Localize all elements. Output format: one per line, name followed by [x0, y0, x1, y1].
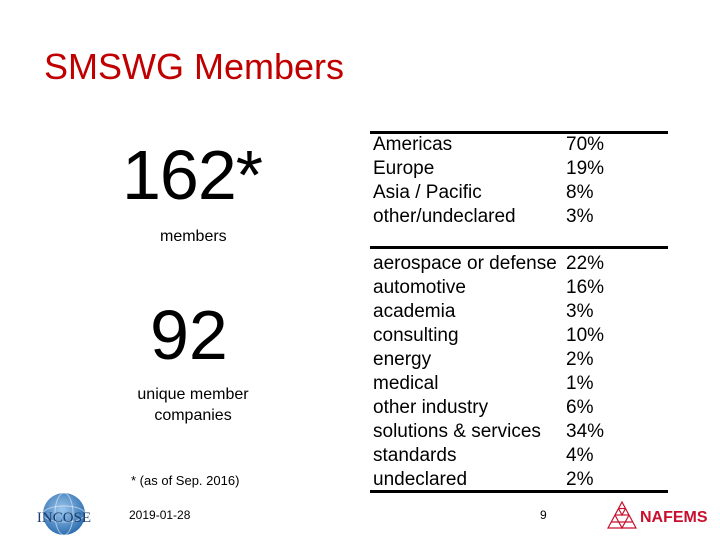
sector-value: 1% — [566, 373, 594, 394]
slide-title: SMSWG Members — [44, 46, 345, 87]
sector-label: undeclared — [373, 469, 468, 490]
incose-logo — [28, 492, 100, 536]
region-label: Europe — [373, 158, 435, 179]
sector-value: 2% — [566, 349, 594, 370]
members-label: members — [160, 228, 227, 245]
table-row — [373, 276, 668, 300]
members-count: 162* — [122, 136, 263, 214]
sector-value: 6% — [566, 397, 594, 418]
sector-label: standards — [373, 445, 457, 466]
table-row — [373, 444, 668, 468]
footnote: * (as of Sep. 2016) — [131, 473, 240, 488]
region-label: Asia / Pacific — [373, 182, 482, 203]
table-divider-bottom — [370, 490, 668, 493]
table-row — [373, 324, 668, 348]
table-divider-middle — [370, 246, 668, 249]
sector-label: other industry — [373, 397, 489, 418]
table-row — [373, 420, 668, 444]
sector-value: 4% — [566, 445, 594, 466]
sector-label: academia — [373, 301, 456, 322]
sector-value: 10% — [566, 325, 605, 346]
table-row — [373, 300, 668, 324]
table-row — [373, 205, 668, 229]
sector-value: 2% — [566, 469, 594, 490]
table-row — [373, 348, 668, 372]
region-value: 19% — [566, 158, 605, 179]
sector-label: aerospace or defense — [373, 253, 557, 274]
companies-label: unique member companies — [137, 386, 249, 424]
region-value: 3% — [566, 206, 594, 227]
sector-value: 3% — [566, 301, 594, 322]
page-number: 9 — [540, 508, 547, 522]
table-row — [373, 252, 668, 276]
sector-value: 16% — [566, 277, 605, 298]
sector-label: medical — [373, 373, 439, 394]
table-row — [373, 181, 668, 205]
sector-label: automotive — [373, 277, 466, 298]
region-label: Americas — [373, 134, 453, 155]
sectors-table — [373, 252, 668, 492]
region-label: other/undeclared — [373, 206, 516, 227]
nafems-logo — [606, 498, 712, 532]
sector-value: 22% — [566, 253, 605, 274]
incose-logo-text: INCOSE — [36, 510, 92, 526]
slide-date: 2019-01-28 — [129, 508, 191, 522]
region-value: 70% — [566, 134, 605, 155]
nafems-mark-icon — [606, 498, 712, 532]
table-row — [373, 157, 668, 181]
sector-label: consulting — [373, 325, 459, 346]
region-value: 8% — [566, 182, 594, 203]
table-row — [373, 133, 668, 157]
sector-label: energy — [373, 349, 432, 370]
table-row — [373, 468, 668, 492]
nafems-logo-text: NAFEMS — [640, 509, 708, 526]
companies-count: 92 — [150, 296, 228, 374]
sector-value: 34% — [566, 421, 605, 442]
incose-globe-icon — [28, 492, 100, 536]
sector-label: solutions & services — [373, 421, 541, 442]
regions-table — [373, 133, 668, 229]
table-row — [373, 372, 668, 396]
table-row — [373, 396, 668, 420]
